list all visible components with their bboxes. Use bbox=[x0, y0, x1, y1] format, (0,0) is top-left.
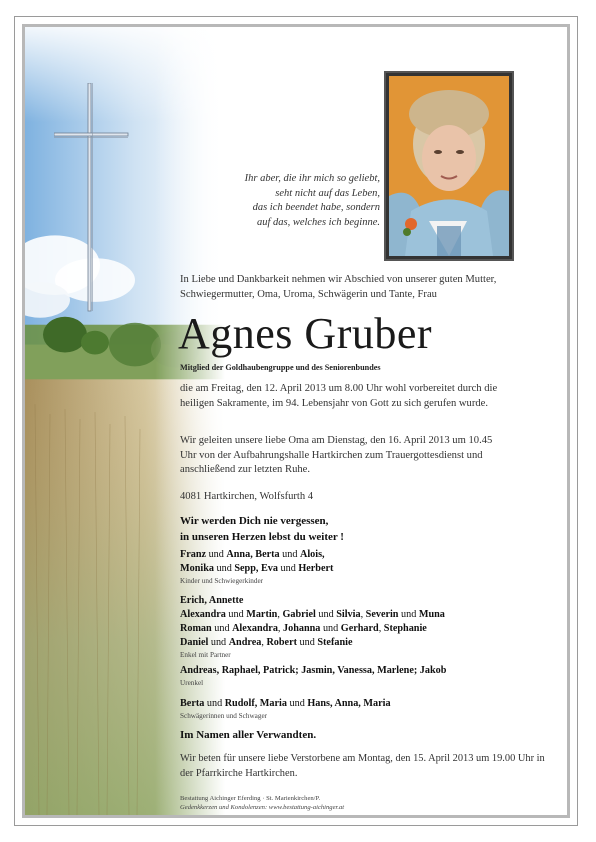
family-role: Enkel mit Partner bbox=[180, 651, 231, 659]
content-column bbox=[175, 27, 570, 815]
poem bbox=[210, 172, 380, 230]
family-line: Berta und Rudolf, Maria und Hans, Anna, Maria bbox=[180, 698, 391, 709]
poem-line: auf das, welches ich beginne. bbox=[256, 216, 380, 228]
relatives-text: Im Namen aller Verwandten. bbox=[180, 729, 317, 741]
family-line: Daniel und Andrea, Robert und Stefanie bbox=[180, 637, 353, 648]
family-in-laws bbox=[180, 697, 560, 722]
address: 4081 Hartkirchen, Wolfsfurth 4 bbox=[180, 491, 314, 502]
poem-line: das ich beendet habe, sondern bbox=[252, 202, 380, 213]
family-great-grandchildren bbox=[180, 664, 560, 689]
family-line: Alexandra und Martin, Gabriel und Silvia, Severin und Muna bbox=[180, 609, 445, 620]
obituary-card bbox=[22, 24, 570, 818]
family-role: Urenkel bbox=[180, 679, 204, 687]
family-grandchildren bbox=[180, 594, 560, 661]
family-children bbox=[180, 548, 560, 587]
remembrance-line: in unseren Herzen lebst du weiter ! bbox=[180, 531, 344, 543]
remembrance-text bbox=[180, 513, 344, 545]
poem-line: seht nicht auf das Leben, bbox=[275, 187, 380, 199]
deceased-name: Agnes Gruber bbox=[178, 309, 433, 358]
family-line: Andreas, Raphael, Patrick; Jasmin, Vanessa, Marlene; Jakob bbox=[180, 665, 447, 676]
family-line: Erich, Annette bbox=[180, 595, 244, 606]
cross-icon bbox=[54, 83, 134, 313]
family-line: Monika und Sepp, Eva und Herbert bbox=[180, 563, 334, 574]
footer bbox=[180, 794, 344, 812]
footer-line: Gedenkkerzen und Kondolenzen: www.bestattung-aichinger.at bbox=[180, 804, 345, 811]
remembrance-line: Wir werden Dich nie vergessen, bbox=[180, 515, 329, 527]
portrait-image bbox=[389, 76, 509, 256]
membership-text: Mitglied der Goldhaubengruppe und des Seniorenbundes bbox=[180, 363, 381, 372]
funeral-announcement: Wir geleiten unsere liebe Oma am Dienstag, den 16. April 2013 um 10.45 Uhr von der Aufbahrungshalle Hartkirchen zum Trauergottesdienst und anschließend zur letzten Ruhe. bbox=[180, 435, 493, 475]
poem-line: Ihr aber, die ihr mich so geliebt, bbox=[244, 173, 380, 184]
prayer-announcement: Wir beten für unsere liebe Verstorbene am Montag, den 15. April 2013 um 19.00 Uhr in der Pfarrkirche Hartkirchen. bbox=[180, 753, 545, 779]
portrait-photo bbox=[384, 71, 514, 261]
intro-text: In Liebe und Dankbarkeit nehmen wir Abschied von unserer guten Mutter, Schwiegermutter, Oma, Uroma, Schwägerin und Tante, Frau bbox=[180, 274, 497, 300]
family-role: Kinder und Schwiegerkinder bbox=[180, 577, 264, 585]
death-announcement: die am Freitag, den 12. April 2013 um 8.00 Uhr wohl vorbereitet durch die heiligen Sakramente, im 94. Lebensjahr von Gott zu sich gerufen wurde. bbox=[180, 383, 498, 409]
family-role: Schwägerinnen und Schwager bbox=[180, 712, 268, 720]
footer-line: Bestattung Aichinger Eferding · St. Marienkirchen/P. bbox=[180, 795, 321, 802]
family-line: Roman und Alexandra, Johanna und Gerhard, Stephanie bbox=[180, 623, 427, 634]
family-line: Franz und Anna, Berta und Alois, bbox=[180, 549, 325, 560]
